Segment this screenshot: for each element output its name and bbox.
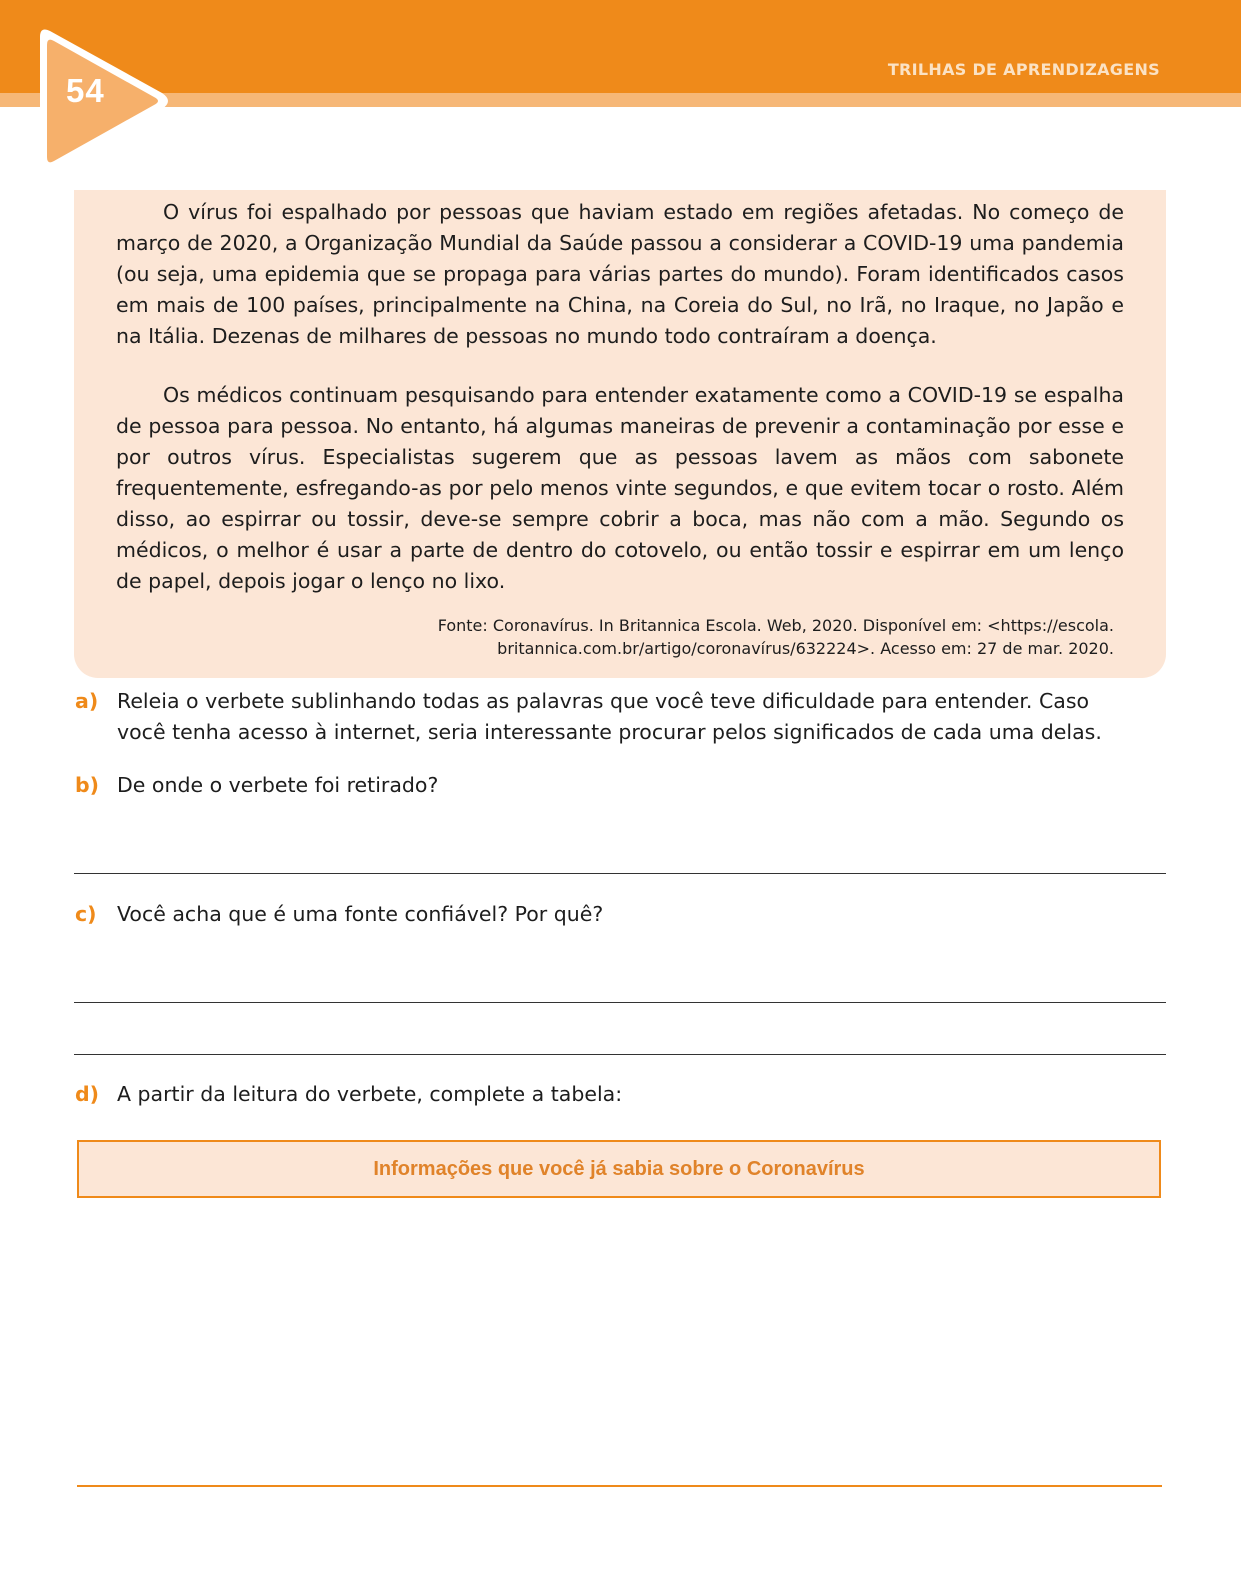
excerpt-box — [74, 190, 1166, 678]
question-text: De onde o verbete foi retirado? — [117, 773, 439, 797]
answer-line[interactable] — [74, 873, 1166, 874]
answer-line[interactable] — [74, 1054, 1166, 1055]
header-strip — [0, 93, 1241, 107]
excerpt-paragraph: O vírus foi espalhado por pessoas que haviam estado em regiões afetadas. No começo de março de 2020, a Organização Mundial da Saúde passou a considerar a COVID-19 uma pandemia (ou seja, uma epidemia que se propaga para várias partes do mundo). Foram identificados casos em mais de 100 países, principalmente na China, na Coreia do Sul, no Irã, no Iraque, no Japão e na Itália. Dezenas de milhares de pessoas no mundo todo contraíram a doença. — [116, 200, 1124, 348]
source-citation — [414, 614, 1114, 660]
question-letter: c) — [75, 902, 97, 926]
running-head: TRILHAS DE APRENDIZAGENS — [887, 60, 1160, 79]
header-band — [0, 0, 1241, 93]
question-letter: d) — [75, 1082, 100, 1106]
question-d — [75, 1079, 1135, 1110]
table-header-cell: Informações que você já sabia sobre o Coronavírus — [77, 1140, 1161, 1198]
excerpt-paragraph: Os médicos continuam pesquisando para entender exatamente como a COVID-19 se espalha de pessoa para pessoa. No entanto, há algumas maneiras de prevenir a contaminação por esse e por outros vírus. Especialistas sugerem que as pessoas lavem as mãos com sabonete frequentemente, esfregando-as por pelo menos vinte segundos, e que evitem tocar o rosto. Além disso, ao espirrar ou tossir, deve-se sempre cobrir a boca, mas não com a mão. Segundo os médicos, o melhor é usar a parte de dentro do cotovelo, ou então tossir e espirrar em um lenço de papel, depois jogar o lenço no lixo. — [116, 383, 1124, 593]
question-a — [75, 686, 1135, 748]
source-line: Fonte: Coronavírus. In Britannica Escola. Web, 2020. Disponível em: <https://escola. — [437, 616, 1114, 635]
page-number: 54 — [66, 72, 105, 109]
question-letter: b) — [75, 773, 100, 797]
question-text: Releia o verbete sublinhando todas as palavras que você teve dificuldade para entender. Caso você tenha acesso à internet, seria interessante procurar pelos significados de cada uma delas. — [117, 689, 1102, 744]
source-line: britannica.com.br/artigo/coronavírus/632224>. Acesso em: 27 de mar. 2020. — [497, 639, 1114, 658]
question-text: A partir da leitura do verbete, complete a tabela: — [117, 1082, 623, 1106]
footer-rule — [77, 1485, 1162, 1487]
question-b — [75, 770, 1135, 801]
question-text: Você acha que é uma fonte confiável? Por quê? — [117, 902, 604, 926]
answer-line[interactable] — [74, 1002, 1166, 1003]
question-letter: a) — [75, 689, 99, 713]
question-c — [75, 899, 1135, 930]
